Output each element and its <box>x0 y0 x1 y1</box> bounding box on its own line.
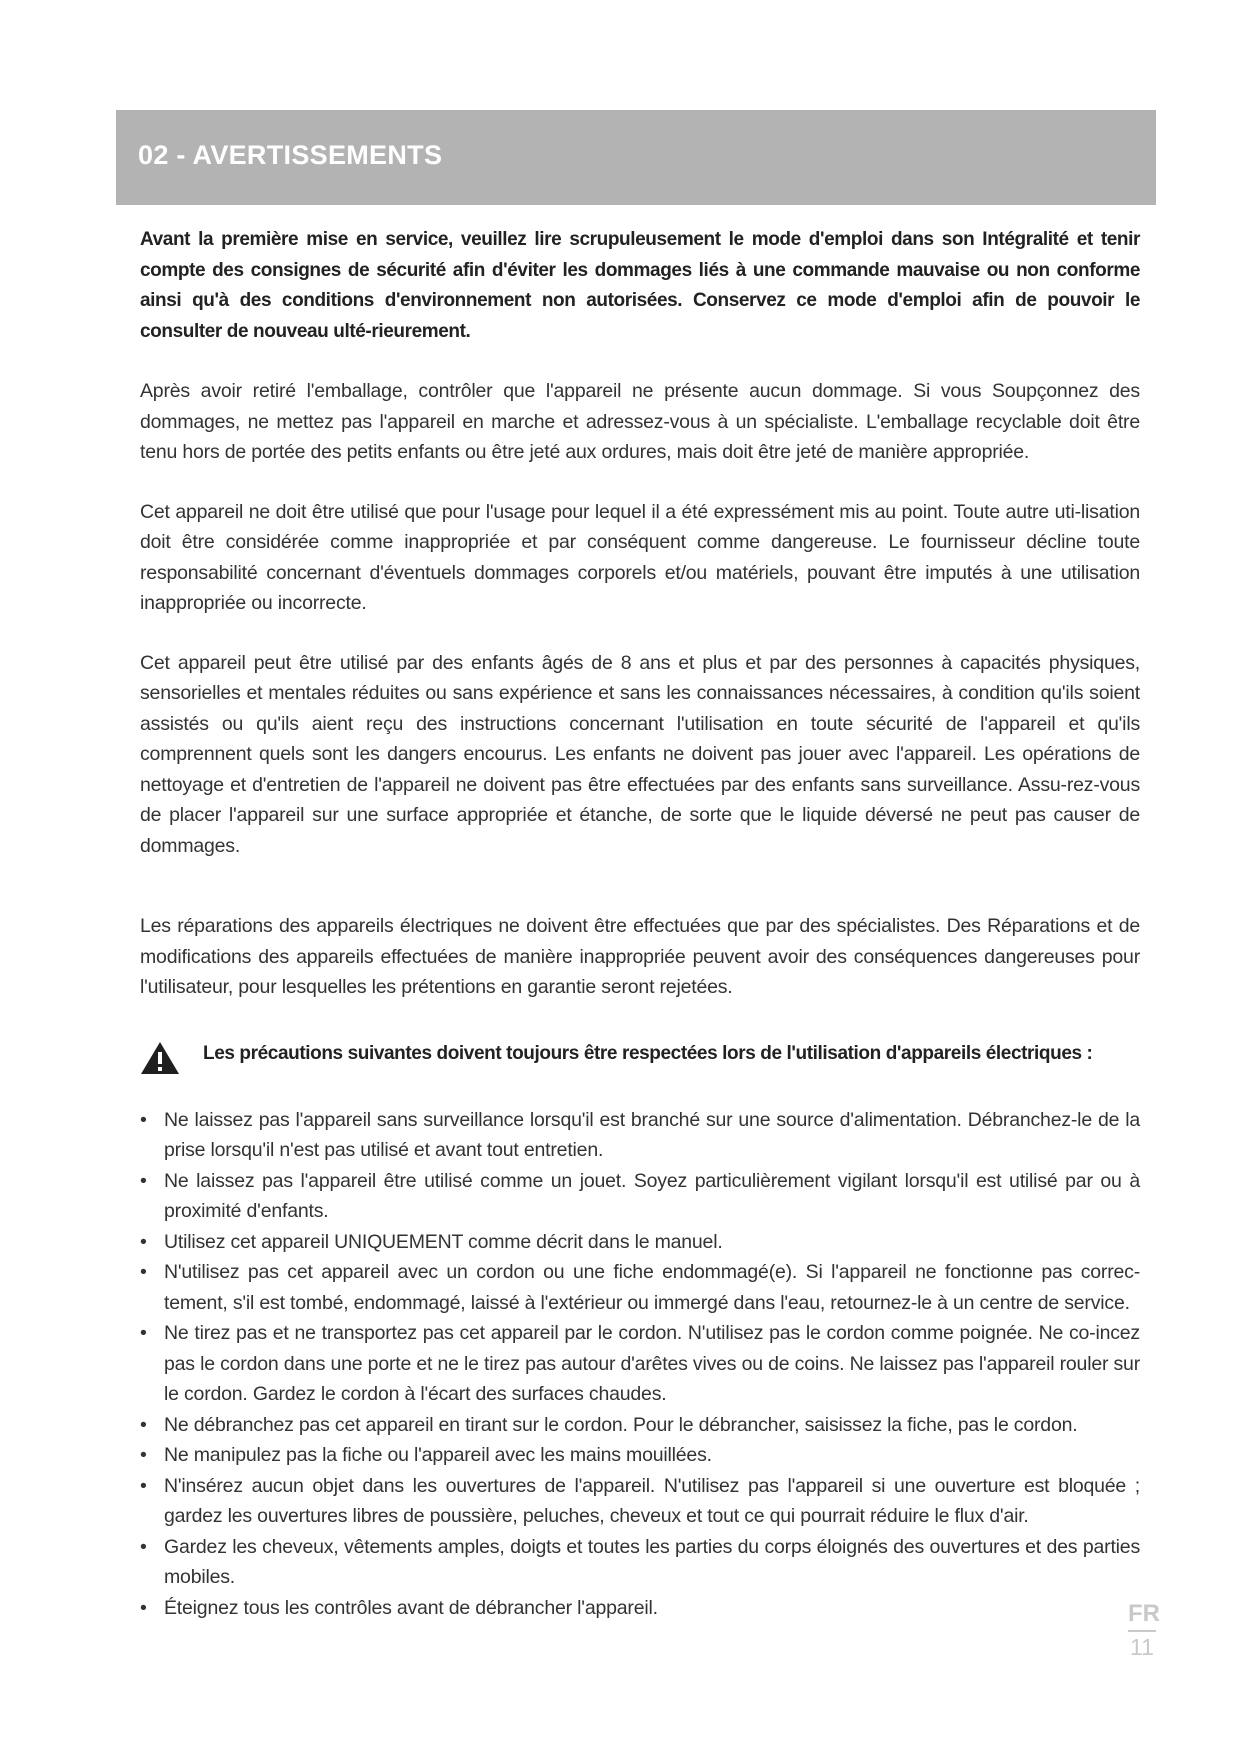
list-item <box>140 1257 1140 1318</box>
page-number: 11 <box>1130 1634 1154 1660</box>
list-item <box>140 1532 1140 1593</box>
bullet-dot: • <box>140 1535 147 1558</box>
list-item <box>140 1166 1140 1227</box>
warning-callout <box>140 1041 1140 1075</box>
language-code: FR <box>1128 1600 1160 1627</box>
list-item <box>140 1440 1140 1471</box>
list-item <box>140 1227 1140 1258</box>
list-item-text: N'utilisez pas cet appareil avec un cordon ou une fiche endommagé(e). Si l'appareil ne fonctionne pas correc-tement, s'il est tombé, endommagé, laissé à l'extérieur ou immergé dans l'eau, retournez-le à un centre de service. <box>164 1261 1140 1314</box>
paragraph-repairs: Les réparations des appareils électriques ne doivent être effectuées que par des spécialistes. Des Réparations et de modifications des appareils effectuées de manière inappropriée peuvent avoir des conséquences dangereuses pour l'utilisateur, pour lesquelles les prétentions en garantie seront rejetées. <box>140 915 1140 998</box>
section-header <box>116 110 1156 205</box>
list-item-text: Ne manipulez pas la fiche ou l'appareil avec les mains mouillées. <box>164 1444 712 1466</box>
list-item <box>140 1471 1140 1532</box>
bullet-dot: • <box>140 1169 147 1192</box>
list-item-text: Ne tirez pas et ne transportez pas cet appareil par le cordon. N'utilisez pas le cordon comme poignée. Ne co-incez pas le cordon dans une porte et ne le tirez pas autour d'arêtes vives ou de coins. Ne laissez pas l'appareil rouler sur le cordon. Gardez le cordon à l'écart des surfaces chaudes. <box>164 1322 1140 1405</box>
document-body <box>140 225 1140 1623</box>
bullet-dot: • <box>140 1596 147 1619</box>
section-title: 02 - AVERTISSEMENTS <box>138 140 443 170</box>
list-item-text: Gardez les cheveux, vêtements amples, doigts et toutes les parties du corps éloignés des ouvertures et des parties mobiles. <box>164 1535 1140 1588</box>
bullet-dot: • <box>140 1230 147 1253</box>
warning-triangle-icon <box>140 1041 180 1075</box>
bullet-dot: • <box>140 1413 147 1436</box>
footer-divider <box>1128 1630 1156 1632</box>
bullet-dot: • <box>140 1474 147 1497</box>
list-item <box>140 1593 1140 1624</box>
precautions-list <box>140 1105 1140 1624</box>
paragraph-intended-use: Cet appareil ne doit être utilisé que pour l'usage pour lequel il a été expressément mis au point. Toute autre uti-lisation doit être considérée comme inappropriée et par conséquent comme dangereuse. Le fournisseur décline toute responsabilité concernant d'éventuels dommages corporels et/ou matériels, pouvant être imputés à une utilisation inappropriée ou incorrecte. <box>140 500 1140 614</box>
list-item <box>140 1410 1140 1441</box>
intro-paragraph: Avant la première mise en service, veuillez lire scrupuleusement le mode d'emploi dans son Intégralité et tenir compte des consignes de sécurité afin d'éviter les dommages liés à une commande mauvaise ou non conforme ainsi qu'à des conditions d'environnement non autorisées. Conservez ce mode d'emploi afin de pouvoir le consulter de nouveau ulté-rieurement. <box>140 229 1140 342</box>
list-item <box>140 1318 1140 1410</box>
list-item-text: Éteignez tous les contrôles avant de débrancher l'appareil. <box>164 1596 658 1619</box>
list-item-text: Utilisez cet appareil UNIQUEMENT comme décrit dans le manuel. <box>164 1230 723 1253</box>
paragraph-children: Cet appareil peut être utilisé par des enfants âgés de 8 ans et plus et par des personnes à capacités physiques, sensorielles et mentales réduites ou sans expérience et sans les connaissances nécessaires, à condition qu'ils soient assistés ou qu'ils aient reçu des instructions concernant l'utilisation en toute sécurité de l'appareil et qu'ils comprennent quels sont les dangers encourus. Les enfants ne doivent pas jouer avec l'appareil. Les opérations de nettoyage et d'entretien de l'appareil ne doivent pas être effectuées par des enfants sans surveillance. Assu-rez-vous de placer l'appareil sur une surface appropriée et étanche, de sorte que le liquide déversé ne peut pas causer de dommages. <box>140 651 1140 857</box>
bullet-dot: • <box>140 1108 147 1131</box>
warning-heading: Les précautions suivantes doivent toujours être respectées lors de l'utilisation d'appareils électriques : <box>203 1042 1093 1064</box>
list-item-text: Ne débranchez pas cet appareil en tirant sur le cordon. Pour le débrancher, saisissez la fiche, pas le cordon. <box>164 1413 1078 1436</box>
bullet-dot: • <box>140 1322 147 1344</box>
list-item-text: Ne laissez pas l'appareil sans surveillance lorsqu'il est branché sur une source d'alimentation. Débranchez-le de la prise lorsqu'il n'est pas utilisé et avant tout entretien. <box>164 1108 1140 1161</box>
bullet-dot: • <box>140 1444 147 1466</box>
bullet-dot: • <box>140 1261 147 1283</box>
list-item-text: Ne laissez pas l'appareil être utilisé comme un jouet. Soyez particulièrement vigilant lorsqu'il est utilisé par ou à proximité d'enfants. <box>164 1169 1140 1222</box>
paragraph-packaging: Après avoir retiré l'emballage, contrôler que l'appareil ne présente aucun dommage. Si vous Soupçonnez des dommages, ne mettez pas l'appareil en marche et adressez-vous à un spécialiste. L'emballage recyclable doit être tenu hors de portée des petits enfants ou être jeté aux ordures, mais doit être jeté de manière appropriée. <box>140 380 1140 463</box>
list-item-text: N'insérez aucun objet dans les ouvertures de l'appareil. N'utilisez pas l'appareil si une ouverture est bloquée ; gardez les ouvertures libres de poussière, peluches, cheveux et tout ce qui pourrait réduire le flux d'air. <box>164 1474 1140 1527</box>
list-item <box>140 1105 1140 1166</box>
